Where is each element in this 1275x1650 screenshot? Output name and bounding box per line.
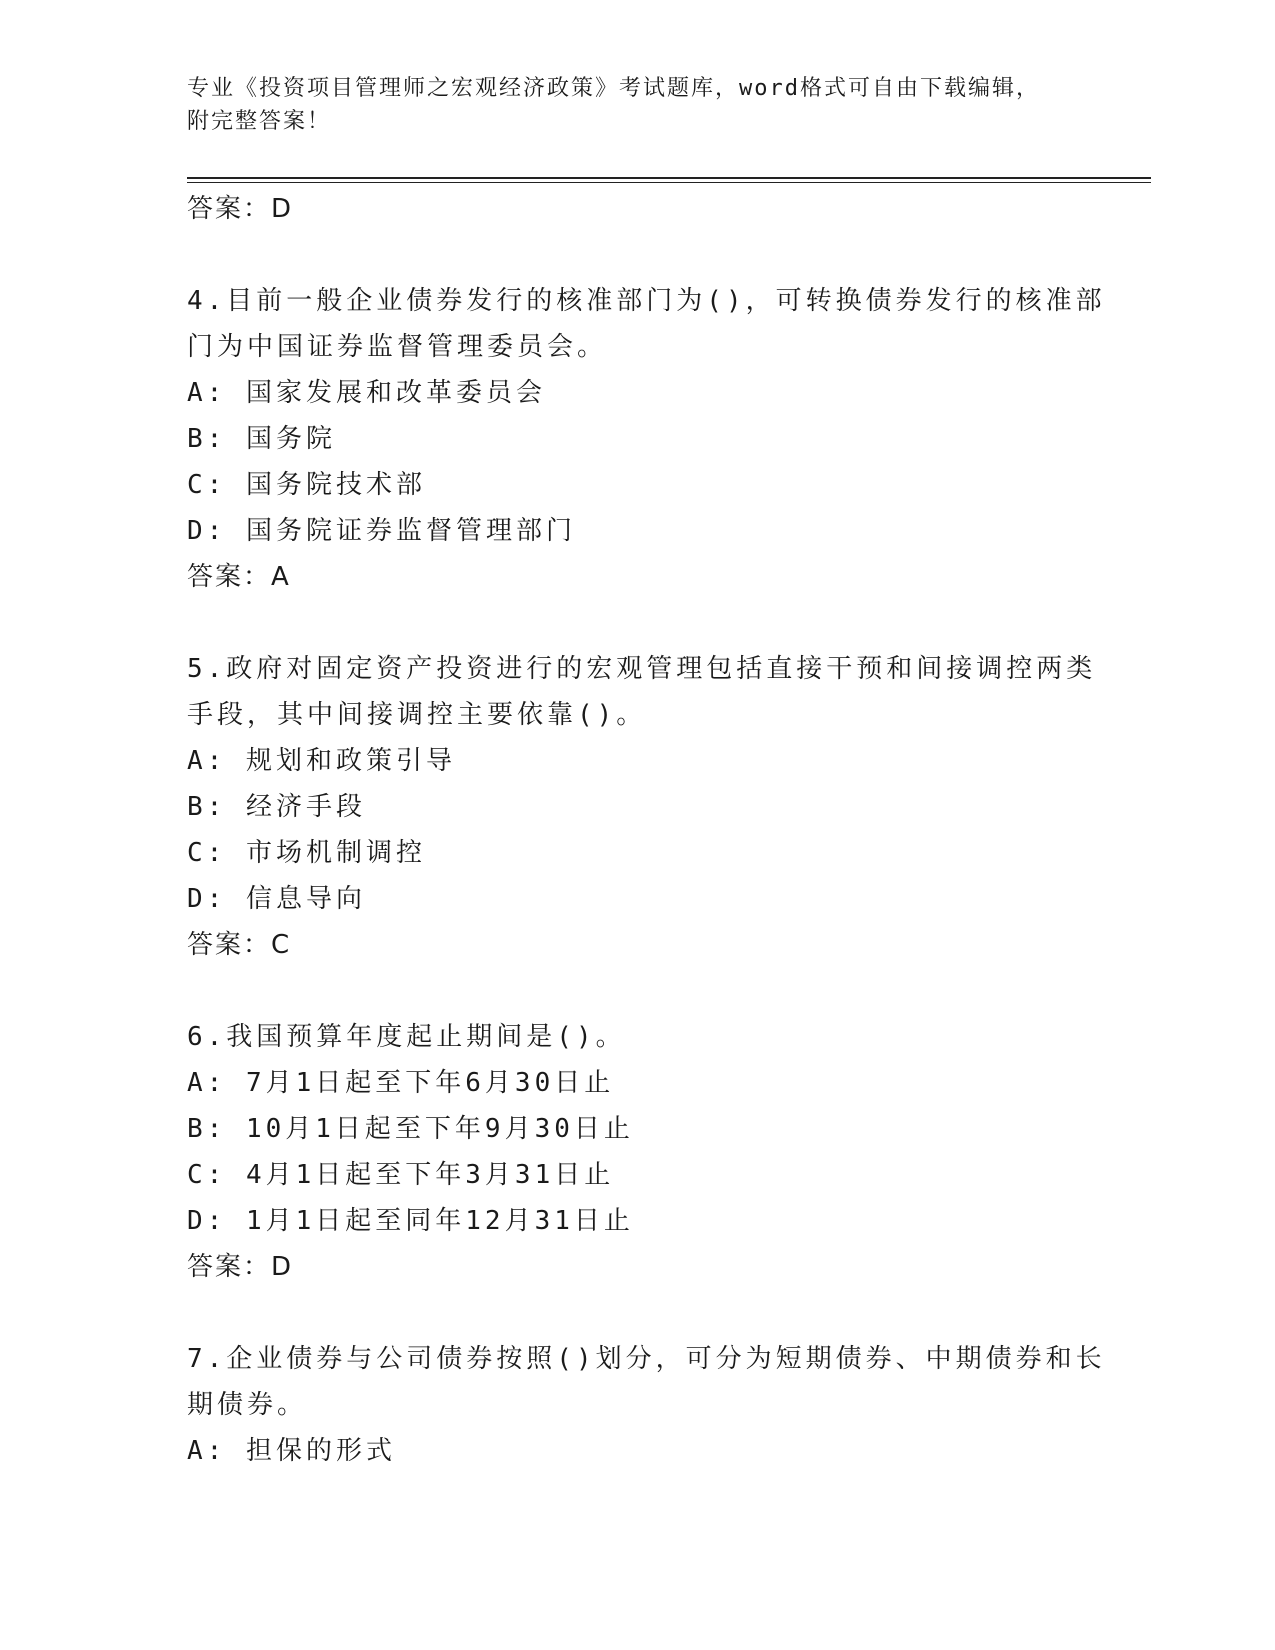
option-a: A: 国家发展和改革委员会 xyxy=(187,378,546,408)
option-c: C: 国务院技术部 xyxy=(187,470,426,500)
header-divider-thin xyxy=(187,182,1151,183)
question-stem-line: 6.我国预算年度起止期间是()。 xyxy=(187,1022,626,1052)
option-b: B: 国务院 xyxy=(187,424,336,454)
answer: 答案：C xyxy=(187,930,292,960)
header-line-2: 附完整答案！ xyxy=(187,109,332,134)
spacer xyxy=(187,968,1087,1014)
question-5 xyxy=(187,646,1097,968)
question-stem-line: 4.目前一般企业债券发行的核准部门为()，可转换债券发行的核准部 xyxy=(187,286,1106,316)
option-a: A: 担保的形式 xyxy=(187,1436,396,1466)
question-list xyxy=(187,186,1106,1474)
question-stem-line: 手段，其中间接调控主要依靠()。 xyxy=(187,700,647,730)
option-a: A: 规划和政策引导 xyxy=(187,746,456,776)
question-stem-line: 期债券。 xyxy=(187,1390,308,1420)
option-d: D: 1月1日起至同年12月31日止 xyxy=(187,1206,634,1236)
spacer xyxy=(187,232,1087,278)
option-b: B: 经济手段 xyxy=(187,792,366,822)
spacer xyxy=(187,1290,1087,1336)
spacer xyxy=(187,600,1087,646)
document-header xyxy=(187,72,1067,138)
option-d: D: 信息导向 xyxy=(187,884,366,914)
header-line-1: 专业《投资项目管理师之宏观经济政策》考试题库，word格式可自由下载编辑， xyxy=(187,76,1040,101)
question-stem-line: 7.企业债券与公司债券按照()划分，可分为短期债券、中期债券和长 xyxy=(187,1344,1106,1374)
answer: 答案：A xyxy=(187,562,291,592)
option-c: C: 市场机制调控 xyxy=(187,838,426,868)
option-c: C: 4月1日起至下年3月31日止 xyxy=(187,1160,615,1190)
header-divider-thick xyxy=(187,177,1151,179)
option-d: D: 国务院证券监督管理部门 xyxy=(187,516,576,546)
question-stem-line: 门为中国证券监督管理委员会。 xyxy=(187,332,608,362)
option-a: A: 7月1日起至下年6月30日止 xyxy=(187,1068,615,1098)
answer: 答案：D xyxy=(187,1252,294,1282)
question-stem-line: 5.政府对固定资产投资进行的宏观管理包括直接干预和间接调控两类 xyxy=(187,654,1097,684)
question-6 xyxy=(187,1014,1087,1290)
question-4 xyxy=(187,278,1106,600)
option-b: B: 10月1日起至下年9月30日止 xyxy=(187,1114,634,1144)
previous-answer: 答案：D xyxy=(187,194,294,224)
question-7 xyxy=(187,1336,1106,1474)
